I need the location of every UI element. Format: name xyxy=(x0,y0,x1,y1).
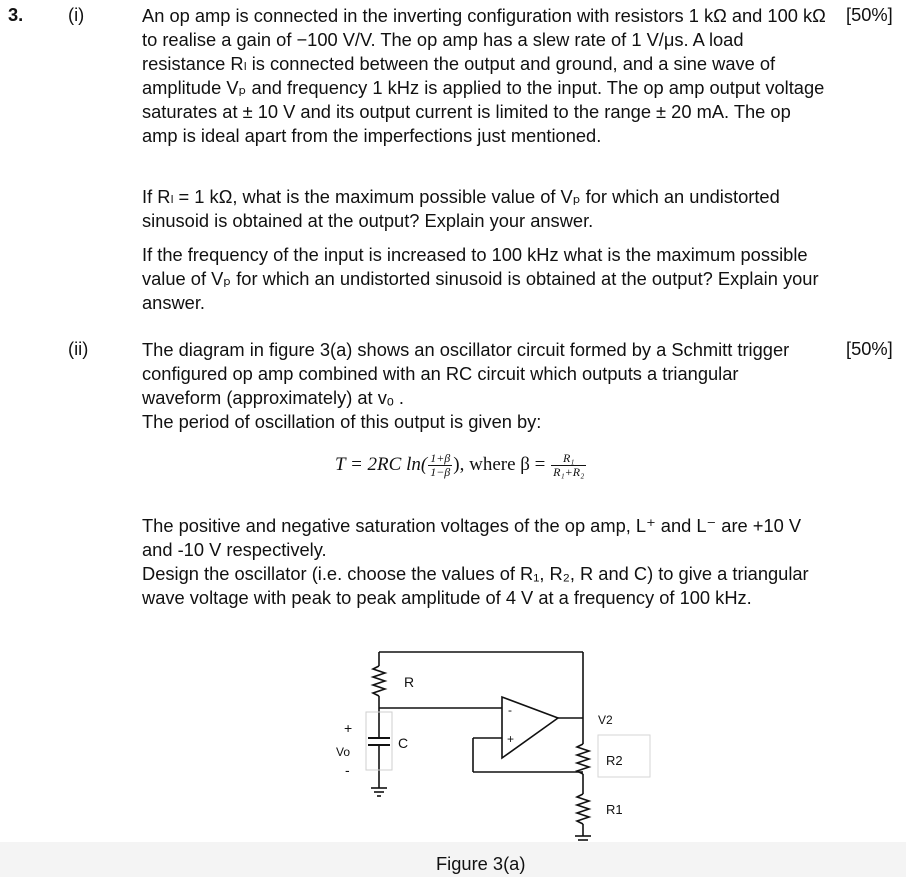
resistor-r2 xyxy=(577,744,589,774)
label-r1: R1 xyxy=(606,802,623,817)
part-ii-marks: [50%] xyxy=(846,338,893,359)
label-vo: Vo xyxy=(336,745,351,759)
formula-frac1-den: 1−β xyxy=(430,465,451,479)
part-i-marks: [50%] xyxy=(846,4,893,25)
part-ii-para-4: Design the oscillator (i.e. choose the values of R₁, R₂, R and C) to give a triangular wave voltage with peak to peak amplitude of 4 V at a frequency of 100 kHz. xyxy=(142,563,809,608)
label-r2: R2 xyxy=(606,753,623,768)
part-i-label: (i) xyxy=(68,4,85,25)
part-i-para-1: An op amp is connected in the inverting configuration with resistors 1 kΩ and 100 kΩ to realise a gain of −100 V/V. The op amp has a slew rate of 1 V/μs. A load resistance Rₗ is connected between the output and ground, and a sine wave of amplitude Vₚ and frequency 1 kHz is applied to the input. The op amp output voltage saturates at ± 10 V and its output current is limited to the range ± 20 mA. The op amp is ideal apart from the imperfections just mentioned. xyxy=(142,5,826,146)
formula-frac2-den: R₁+R₂ xyxy=(553,465,585,479)
resistor-r1 xyxy=(577,794,589,824)
part-i-para-2: If Rₗ = 1 kΩ, what is the maximum possible value of Vₚ for which an undistorted sinusoid is obtained at the output? Explain your answer. xyxy=(142,186,780,231)
question-number: 3. xyxy=(8,4,24,25)
part-i-para-3: If the frequency of the input is increased to 100 kHz what is the maximum possible value of Vₚ for which an undistorted sinusoid is obtained at the output? Explain your answer. xyxy=(142,244,819,313)
formula-frac2-num: R₁ xyxy=(551,452,586,466)
opamp-inverting-sign: - xyxy=(508,703,512,717)
resistor-r xyxy=(373,666,385,696)
opamp-noninverting-sign: + xyxy=(507,732,515,746)
part-ii-para-3: The positive and negative saturation voltages of the op amp, L⁺ and L⁻ are +10 V and -10 V respectively. xyxy=(142,515,802,560)
formula-lhs: T = 2RC ln( xyxy=(335,453,428,475)
label-r: R xyxy=(404,674,415,690)
label-minus: - xyxy=(345,762,350,778)
part-ii-para-1: The diagram in figure 3(a) shows an oscillator circuit formed by a Schmitt trigger configured op amp combined with an RC circuit which outputs a triangular waveform (approximately) at vₒ . xyxy=(142,339,790,408)
part-ii-label: (ii) xyxy=(68,338,89,359)
figure-caption: Figure 3(a) xyxy=(436,853,526,874)
label-c: C xyxy=(398,735,409,751)
label-plus: + xyxy=(344,720,353,736)
formula-frac1-num: 1+β xyxy=(430,451,451,465)
part-ii-para-2: The period of oscillation of this output is given by: xyxy=(142,411,542,432)
label-v2: V2 xyxy=(598,713,613,727)
formula-mid: ), where β = xyxy=(453,453,551,475)
